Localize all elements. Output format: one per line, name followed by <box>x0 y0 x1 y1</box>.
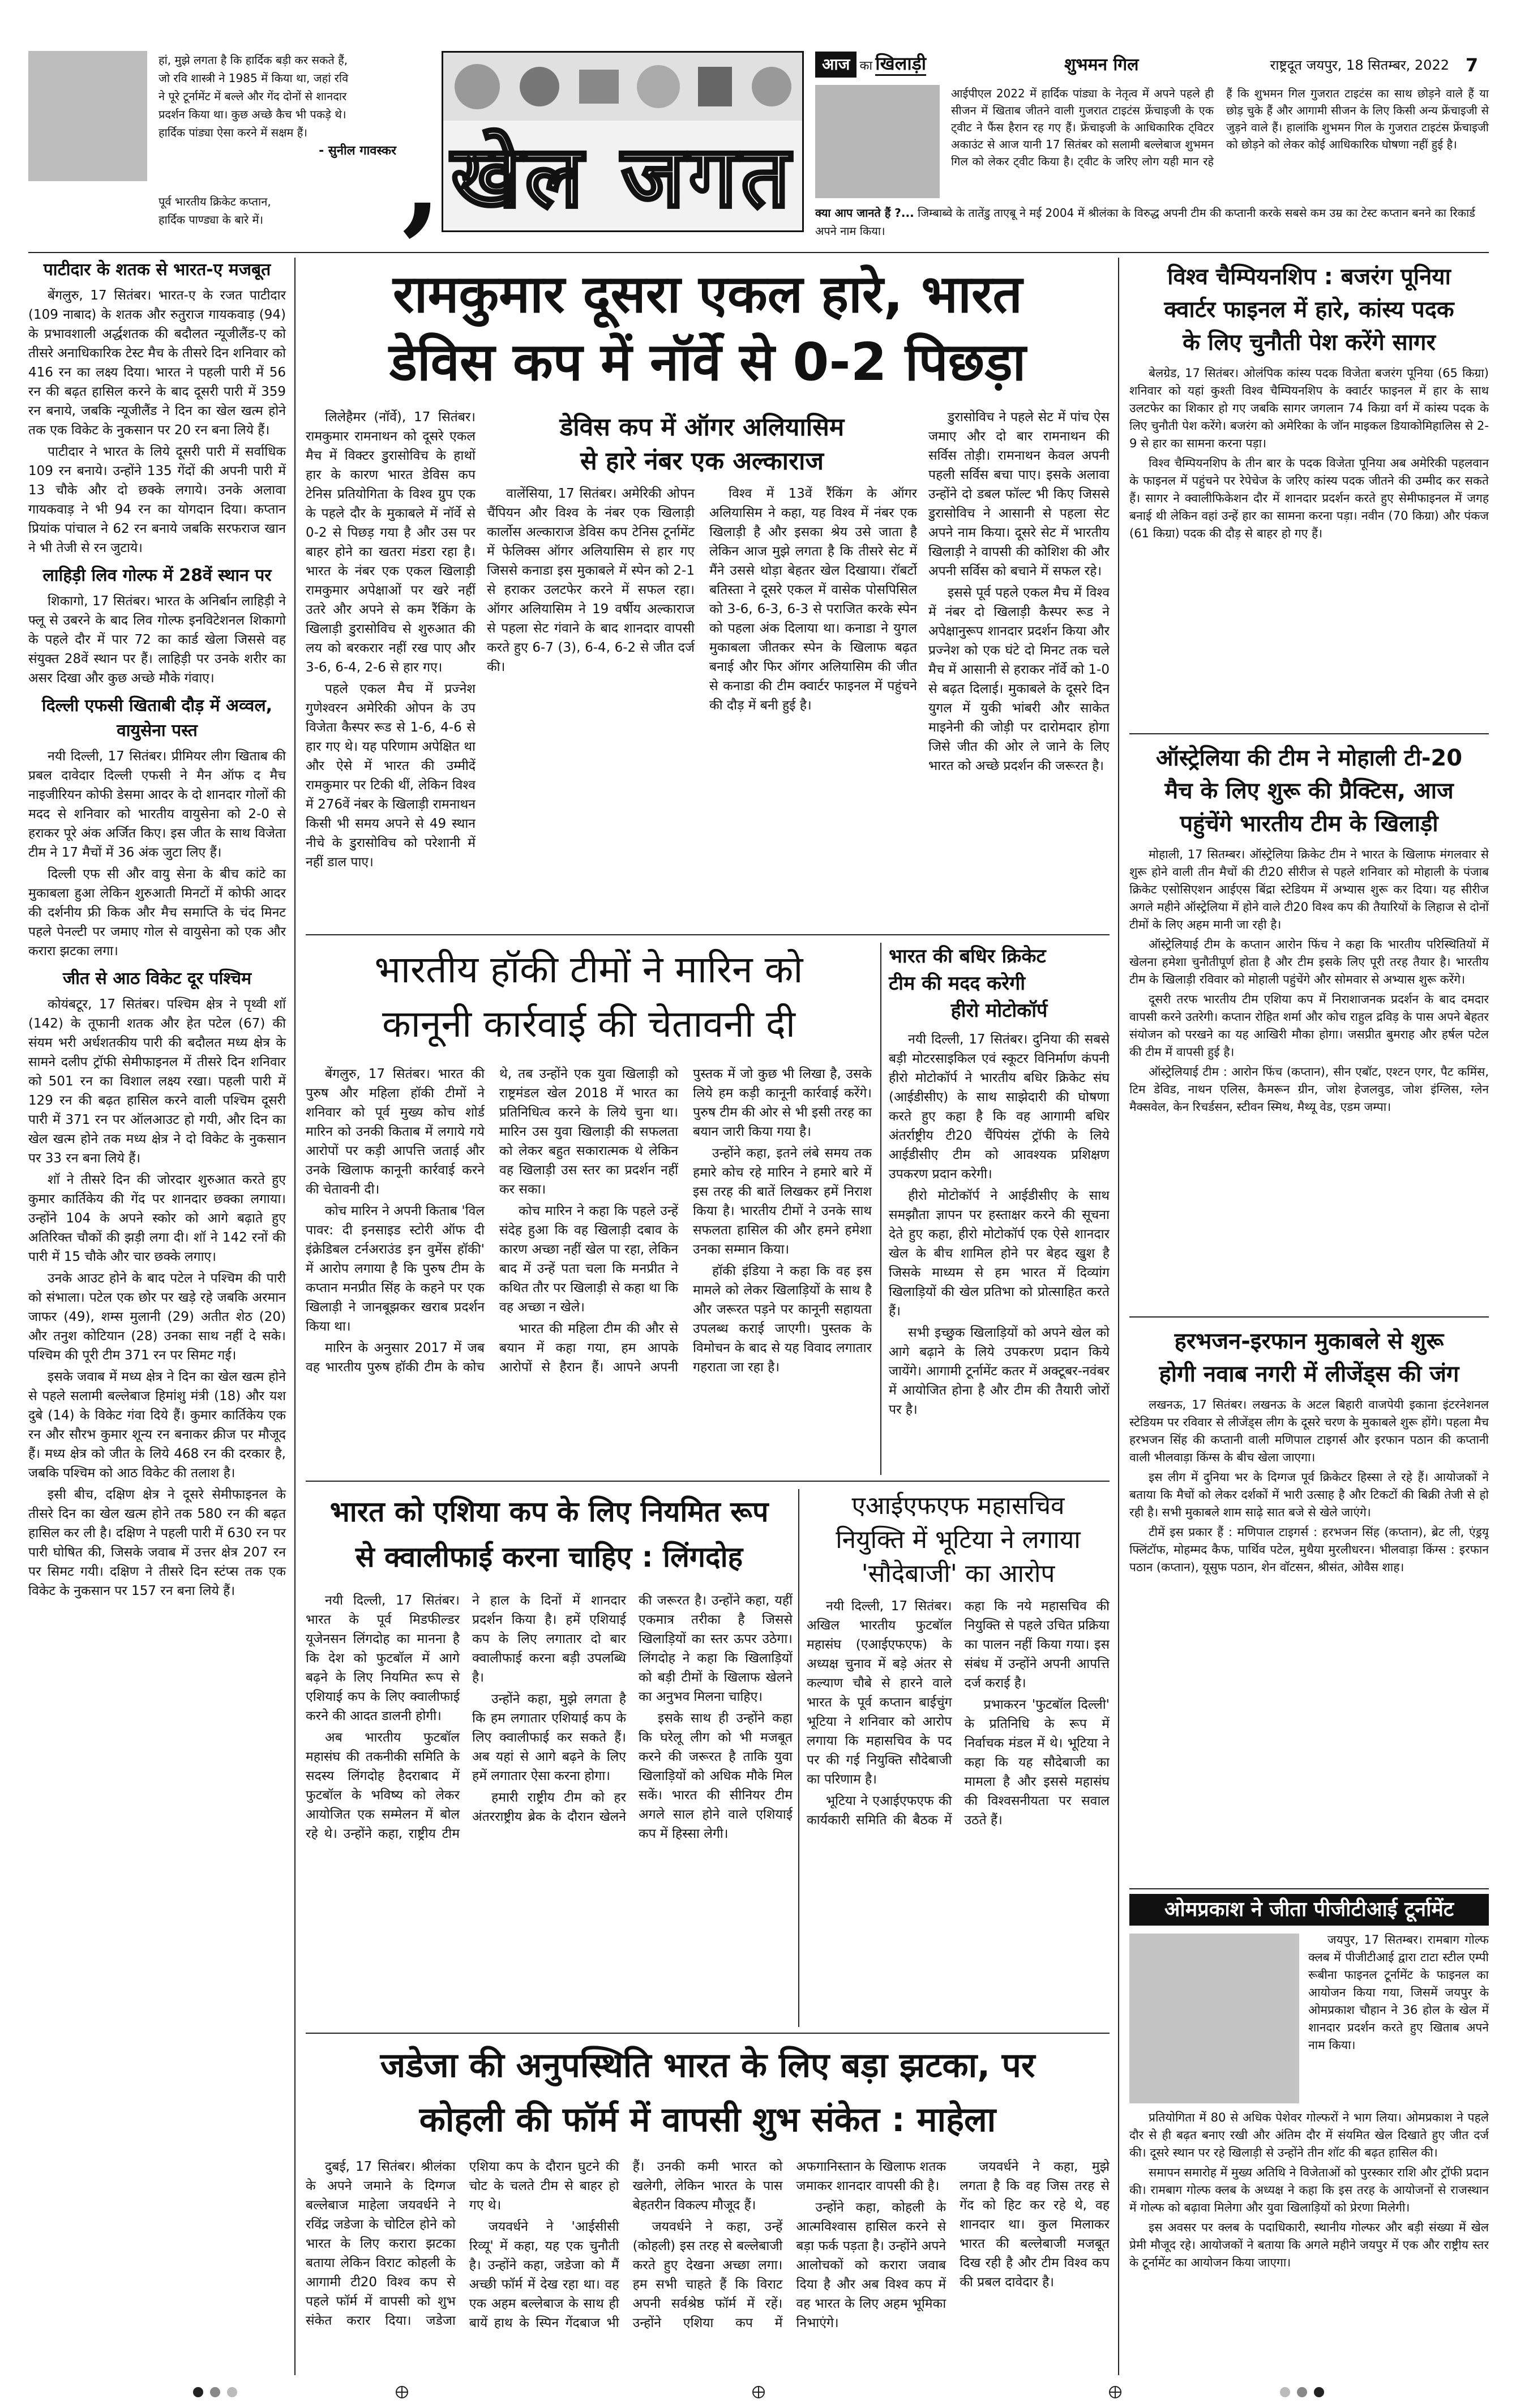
legends-headline-line: हरभजन-इरफान मुकाबले से शुरू <box>1174 1328 1444 1354</box>
paragraph: डुरासोविच ने पहले सेट में पांच ऐस जमाए और दो बार रामनाथन की सर्विस तोड़ी। रामनाथन केवल अपनी पहली सर्विस बचा पाए। इसके अलावा उन्होंने दो डबल फॉल्ट भी किए जिससे डुरासोविच ने आसानी से पहला सेट अपने नाम किया। दूसरे सेट में भारतीय खिलाड़ी ने वापसी की कोशिश की और अपनी सर्विस को बचाने में सफल रहे। <box>928 410 1110 579</box>
quote-line: प्रदर्शन किया था। कुछ अच्छे कैच भी पकड़े थे। <box>159 108 346 121</box>
mid-rule <box>306 1481 1110 1482</box>
paragraph: बेलग्रेड, 17 सितंबर। ओलंपिक कांस्य पदक विजेता बजरंग पूनिया (65 किग्रा) शनिवार को यहां कुश्ती विश्व चैम्पियनशिप के क्वार्टर फाइनल में हार के साथ उलटफेर का शिकार हो गए जबकि सागर जगलान 74 किग्रा वर्ग में कांस्य पदक के लिए चुनौती पेश करेंगे। बजरंग को अमेरिका के जॉन माइकल डियाकोमिहालिस से 2-9 से हार का सामना करना पड़ा। <box>1129 366 1489 450</box>
right-rule-3 <box>1129 1888 1489 1889</box>
hero-headline-line: टीम की मदद करेगी <box>889 972 1026 995</box>
paragraph: नयी दिल्ली, 17 सितंबर। अखिल भारतीय फुटबॉल महासंघ (एआईएफएफ) के अध्यक्ष चुनाव में बड़े अंतर से कल्याण चौबे से हारने वाले भारत के पूर्व कप्तान बाईचुंग भूटिया ने शनिवार को आरोप लगाया कि महासचिव के पद पर की गई नियुक्ति सौदेबाजी का परिणाम है। <box>807 1599 952 1787</box>
paragraph: उनके आउट होने के बाद पटेल ने पश्चिम की पारी को संभाला। पटेल एक छोर पर खड़े रहे जबकि अरमान जाफर (49), शम्स मुलानी (29) अतीत शेठ (20) और तनुश कोटियान (28) उनका साथ नहीं दे सके। पश्चिम की पूरी टीम 371 रन पर सिमट गई। <box>28 1271 286 1363</box>
paragraph: अब भारतीय फुटबॉल महासंघ की तकनीकी समिति के सदस्य लिंगदोह हैदराबाद में फुटबॉल के भविष्य को लेकर आयोजित एक सम्मेलन में बोल रहे थे। उन्होंने कहा, राष्ट्रीय टीम ने हाल के दिनों में शानदार प्रदर्शन किया है। हमें एशियाई कप के लिए लगातार दो बार क्वालीफाई करना बड़ी उपलब्धि है। <box>306 1593 626 1841</box>
paragraph: उन्होंने कहा, इतने लंबे समय तक हमारे कोच रहे मारिन ने हमारे बारे में इस तरह की बातें लिखकर हमें निराश किया है। भारतीय टीमों ने उनके साथ सफलता हासिल की और हमने हमेशा उनका सम्मान किया। <box>693 1146 872 1257</box>
right-rule-1 <box>1129 733 1489 734</box>
s3-body <box>28 747 286 961</box>
legends-body <box>1129 1396 1489 1866</box>
paragraph: इस अवसर पर क्लब के पदाधिकारी, स्थानीय गोल्फर और बड़ी संख्या में खेल प्रेमी मौजूद रहे। आयोजकों ने बताया कि अगले महीने जयपुर में एक और राष्ट्रीय स्तर के टूर्नामेंट का आयोजन किया जाएगा। <box>1129 2221 1489 2269</box>
hero-headline-line: हीरो मोटोकॉर्प <box>950 999 1048 1022</box>
masthead-rule <box>28 252 1489 253</box>
right-col-rule <box>1118 258 1119 2375</box>
quote-line: ने पूरे टूर्नामेंट में बल्ले और गेंद दोनों से शानदार <box>159 89 347 103</box>
lower-rule <box>306 2033 1110 2034</box>
s3-title: दिल्ली एफसी खिताबी दौड़ में अव्वल, वायुसेना पस्त <box>41 696 273 741</box>
sports-icons <box>443 53 802 121</box>
alcaraz-body <box>487 484 917 914</box>
quote-caption-line: पूर्व भारतीय क्रिकेट कप्तान, <box>159 195 271 208</box>
khiladi-label: खिलाड़ी <box>875 53 926 76</box>
paragraph: कोच मारिन ने कहा कि पहले उन्हें संदेह हुआ कि वह खिलाड़ी दबाव के कारण अच्छा नहीं खेल पा रहा, लेकिन बाद में उन्हें पता चला कि मनप्रीत ने कथित तौर पर खिलाड़ी से कहा था कि वह अच्छा न खेले। <box>499 1204 678 1315</box>
jadeja-headline-line: जडेजा की अनुपस्थिति भारत के लिए बड़ा झटका, पर <box>380 2046 1035 2085</box>
jadeja-headline-line: कोहली की फॉर्म में वापसी शुभ संकेत : माहेला <box>419 2100 996 2140</box>
paragraph: दूसरी तरफ भारतीय टीम एशिया कप में निराशाजनक प्रदर्शन के बाद दमदार वापसी करने उतरेगी। कप्तान रोहित शर्मा और कोच राहुल द्रविड़ के पास अपने बेहतर संयोजन को परखने का यह आखिरी मौका होगा। जसप्रीत बुमराह और हर्षल पटेल की टीम में वापसी हुई है। <box>1129 993 1489 1059</box>
paragraph: बेंगलुरु, 17 सितंबर। भारत-ए के रजत पाटीदार (109 नाबाद) के शतक और रुतुराज गायकवाड़ (94) के प्रभावशाली अर्द्धशतक की बदौलत न्यूजीलैंड-ए को तीसरे अनाधिकारिक टेस्ट मैच के तीसरे दिन शनिवार को 416 रन का लक्ष्य दिया। भारत ने पहली पारी में 56 रन की बढ़त हासिल करने के बाद दूसरी पारी में 359 रन बनाये, जबकि न्यूजीलैंड ने दिन का खेल खत्म होने तक एक विकेट के नुकसान पर 20 रन बना लिये हैं। <box>28 288 286 438</box>
aus-headline-line: ऑस्ट्रेलिया की टीम ने मोहाली टी-20 <box>1155 745 1463 771</box>
player-text: आईपीएल 2022 में हार्दिक पांड्या के नेतृत्व में अपने पहले ही सीजन में खिताब जीतने वाली गुजरात टाइटंस फ्रेंचाइजी के एक ट्वीट ने फैंस हैरान रह गए हैं। फ्रेंचाइजी के आधिकारिक ट्विटर अकाउंट से आज यानी 17 सितंबर को सलामी बल्लेबाज शुभमन गिल को लेकर ट्वीट किया है। ट्वीट के जरिए लोग यही मान रहे हैं कि शुभमन गिल गुजरात टाइटंस का साथ छोड़ने वाले हैं या छोड़ चुके हैं और आगामी सीजन के लिए किसी अन्य फ्रेंचाइजी से जुड़ने वाले हैं। हालांकि शुभमन गिल के गुजरात टाइटंस फ्रेंचाइजी को छोड़ने को लेकर कोई आधिकारिक घोषणा नहीं हुई है। <box>951 87 1489 168</box>
masthead <box>28 45 1489 249</box>
left-column <box>28 258 286 2381</box>
paragraph: विश्व में 13वें रैंकिंग के ऑगर अलियासिम ने कहा, यह विश्व में नंबर एक खिलाड़ी है और इसका श्रेय उसे जाता है लेकिन आज मुझे लगता है कि तीसरे सेट में मैंने उससे थोड़ा बेहतर खेल दिखाया। रॉबर्टो बतिस्ता ने दूसरे एकल में वासेक पोसपिसिल को 3-6, 6-3, 6-3 से पराजित करके स्पेन को पहला अंक दिलाया था। कनाडा ने युगल मुकाबला जीतकर स्पेन के खिलाफ बढ़त बनाई और फिर ऑगर अलियासिम की जीत से कनाडा की टीम क्वार्टर फाइनल में पहुंचने की दौड़ में बनी हुई है। <box>709 486 917 713</box>
paragraph: लिलेहैमर (नॉर्वे), 17 सितंबर। रामकुमार रामनाथन को दूसरे एकल मैच में विक्टर डुरासोविच के हाथों हार के कारण भारत डेविस कप टेनिस प्रतियोगिता के विश्व ग्रुप एक के पहले दौर के मुकाबले में नॉर्वे से 0-2 से पिछड़ गया है और उस पर बाहर होने का खतरा मंडरा रहा है। भारत के नंबर एक एकल खिलाड़ी रामकुमार अपेक्षाओं पर खरे नहीं उतरे और अपने से कम रैंकिंग के खिलाड़ी डुरासोविच से शुरुआत की लय को बरकरार नहीं रख पाए और 3-6, 6-4, 2-6 से हार गए। <box>306 410 476 675</box>
omprakash-body <box>1308 1931 1489 2101</box>
paragraph: इससे पूर्व पहले एकल मैच में विश्व में नंबर दो खिलाड़ी कैस्पर रूड ने अपेक्षानुरूप शानदार प्रदर्शन किया और प्रज्नेश को एक घंटे दो मिनट तक चले मैच में आसानी से हराकर नॉर्वे को 1-0 से बढ़त दिलाई। मुकाबले के दूसरे दिन युगल में युकी भांबरी और साकेत माइनेनी की जोड़ी पर दारोमदार होगा जिसे जीत की ओर ले जाने के लिए भारत को अच्छे प्रदर्शन की जरूरत है। <box>928 585 1110 773</box>
did-you-know <box>815 204 1489 243</box>
paragraph: इसी बीच, दक्षिण क्षेत्र ने दूसरे सेमीफाइनल के तीसरे दिन का खेल खत्म होने तक 580 रन की बढ़त हासिल कर ली है। दक्षिण ने पहली पारी में 630 रन पर पारी घोषित की, जिसके जवाब में उत्तर क्षेत्र 207 रन पर सिमट गयी। दक्षिण ने तीसरे दिन स्टंप्स तक एक विकेट के नुकसान पर 157 रन बना लिये हैं। <box>28 1487 286 1598</box>
right-rule-2 <box>1129 1316 1489 1318</box>
alcaraz-headline-line: डेविस कप में ऑगर अलियासिम <box>559 413 845 442</box>
aiff-headline-line: एआईएफएफ महासचिव <box>851 1491 1065 1520</box>
quote-caption-line: हार्दिक पाण्ड्या के बारे में। <box>159 213 264 226</box>
paragraph: प्रतियोगिता में 80 से अधिक पेशेवर गोल्फरों ने भाग लिया। ओमप्रकाश ने पहले दौर से ही बढ़त बनाए रखी और अंतिम दौर में संयमित खेल दिखाते हुए जीत दर्ज की। दूसरे स्थान पर रहे खिलाड़ी से उन्होंने तीन शॉट की बढ़त हासिल की। <box>1129 2111 1489 2159</box>
quote-line: जो रवि शास्त्री ने 1985 में किया था, जहां रवि <box>159 71 349 85</box>
hockey-headline-line: भारतीय हॉकी टीमों ने मारिन को <box>374 948 803 991</box>
aus-headline-line: पहुंचेंगे भारतीय टीम के खिलाड़ी <box>1180 811 1438 837</box>
bajrang-headline-line: के लिए चुनौती पेश करेंगे सागर <box>1183 330 1436 356</box>
paragraph: विश्व चैम्पियनशिप के तीन बार के पदक विजेता पूनिया अब अमेरिकी पहलवान के फाइनल में पहुंचने पर रेपेचेज के जरिए कांस्य पदक जीतने की उम्मीद कर सकते हैं। सागर ने क्वालीफिकेशन दौर में शानदार प्रदर्शन करते हुए सेमीफाइनल में जगह बनाई थी लेकिन वहां उन्हें हार का सामना करना पड़ा। नवीन (70 किग्रा) और पंकज (61 किग्रा) पदक की दौड़ से बाहर हो गए हैं। <box>1129 456 1489 540</box>
paragraph: जयवर्धने ने 'आईसीसी रिव्यू' में कहा, यह एक चुनौती है। उन्होंने कहा, जडेजा को मैं अच्छी फॉर्म में देख रहा था। वह एक अहम बल्लेबाज के साथ ही बायें हाथ के स्पिन गेंदबाज भी हैं। उनकी कमी भारत को खलेगी, लेकिन भारत के पास बेहतरीन विकल्प मौजूद हैं। <box>469 2159 783 2330</box>
paragraph: हीरो मोटोकॉर्प ने आईडीसीए के साथ समझौता ज्ञापन पर हस्ताक्षर करने की सूचना देते हुए कहा, हीरो मोटोकॉर्प एक ऐसे शानदार खेल के बीच शामिल होने पर बेहद खुश है जिसके माध्यम से हम भारत में दिव्यांग खिलाड़ियों की खेल प्रतिभा को प्रोत्साहित करते हैं। <box>889 1188 1110 1319</box>
aus-headline-line: मैच के लिए शुरू की प्रैक्टिस, आज <box>1164 778 1454 804</box>
paragraph: जयवर्धने ने कहा, उन्हें (कोहली) इस तरह से बल्लेबाजी करते हुए देखना अच्छा लगा। हम सभी चाहते हैं कि विराट अपनी सर्वश्रेष्ठ फॉर्म में रहें। उन्होंने एशिया कप में अफगानिस्तान के खिलाफ शतक जमाकर शानदार वापसी की है। <box>632 2159 947 2330</box>
paragraph: शिकागो, 17 सितंबर। भारत के अनिर्बान लाहिड़ी ने फ्लू से उबरने के बाद लिव गोल्फ इनविटेशनल शिकागो के पहले दौर में पार 72 का कार्ड खेला जिससे वह संयुक्त 28वें स्थान पर हैं। लाहिड़ी पर उनके शरीर का असर दिखा और कुछ अच्छे मौके गंवाए। <box>28 594 286 686</box>
paragraph: इस लीग में दुनिया भर के दिग्गज पूर्व क्रिकेटर हिस्सा ले रहे हैं। आयोजकों ने बताया कि मैचों को लेकर दर्शकों में भारी उत्साह है और टिकटों की बिक्री तेजी से हो रही है। सभी मुकाबले शाम साढ़े सात बजे से खेले जाएंगे। <box>1129 1470 1489 1519</box>
lead-headline-line: रामकुमार दूसरा एकल हारे, भारत <box>393 264 1022 324</box>
paragraph: लखनऊ, 17 सितंबर। लखनऊ के अटल बिहारी वाजपेयी इकाना इंटरनेशनल स्टेडियम पर रविवार से लीजेंड्स लीग के दूसरे चरण के मुकाबले शुरू होंगे। पहला मैच हरभजन सिंह की कप्तानी वाली मणिपाल टाइगर्स और इरफान पठान की कप्तानी वाली भीलवाड़ा किंग्स के बीच खेला जाएगा। <box>1129 1398 1489 1464</box>
asia-body <box>306 1591 793 2027</box>
s2-title: लाहिड़ी लिव गोल्फ में 28वें स्थान पर <box>42 566 272 585</box>
s1-body <box>28 286 286 558</box>
lead-rule <box>306 934 1110 935</box>
paragraph: नयी दिल्ली, 17 सितंबर। प्रीमियर लीग खिताब की प्रबल दावेदार दिल्ली एफसी ने मैन ऑफ द मैच नाइजीरियन कोफी डेसमा आदर के दो शानदार गोलों की मदद से शनिवार को भारतीय वायुसेना को 2-0 से हराकर पूरे अंक अर्जित किए। इस जीत के साथ विजेता टीम ने 17 मैचों में 36 अंक जुटा लिए हैं। <box>28 749 286 860</box>
legends-headline-line: होगी नवाब नगरी में लीजेंड्स की जंग <box>1159 1361 1459 1387</box>
paragraph: उन्होंने कहा, कोहली के आत्मविश्वास हासिल करने से बड़ा फर्क पड़ता है। उन्होंने अपने आलोचकों को करारा जवाब दिया है और अब विश्व कप में वह भारत के लिए अहम भूमिका निभाएंगे। <box>796 2200 947 2330</box>
player-name: शुभमन गिल <box>1064 55 1139 75</box>
paragraph: उन्होंने कहा, मुझे लगता है कि हम लगातार एशियाई कप के लिए क्वालीफाई कर सकते हैं। अब यहां से आगे बढ़ने के लिए हमें लगातार ऐसा करना होगा। <box>472 1692 626 1783</box>
hockey-headline-line: कानूनी कार्रवाई की चेतावनी दी <box>382 1002 795 1046</box>
hero-headline-line: भारत की बधिर क्रिकेट <box>889 945 1046 968</box>
jadeja-headline <box>306 2038 1110 2152</box>
lead-headline <box>306 260 1110 402</box>
aaj-label: आज <box>815 52 857 78</box>
omprakash-body-more <box>1129 2109 1489 2369</box>
alcaraz-headline-line: से हारे नंबर एक अल्काराज <box>580 447 824 476</box>
paragraph: मारिन के अनुसार 2017 में जब वह भारतीय पुरुष हॉकी टीम के कोच थे, तब उन्होंने एक युवा खिलाड़ी को राष्ट्रमंडल खेल 2018 में भारत का प्रतिनिधित्व करने के लिये चुना था। मारिन उस युवा खिलाड़ी की सफलता को लेकर बहुत सकारात्मक थे लेकिन वह खिलाड़ी उस स्तर का प्रदर्शन नहीं कर सका। <box>306 1067 678 1375</box>
aus-body <box>1129 846 1489 1299</box>
quote-author: - सुनील गावस्कर <box>319 144 396 158</box>
hero-story <box>889 943 1110 1475</box>
paragraph: वालेंसिया, 17 सितंबर। अमेरिकी ओपन चैंपियन और विश्व के नंबर एक खिलाड़ी कार्लोस अल्काराज डेविस कप टेनिस टूर्नामेंट में फेलिक्स ऑगर अलियासिम से हार गए जिससे कनाडा इस मुकाबले में स्पेन को 2-1 से हराकर उलटफेर करने में सफल रहा। ऑगर अलियासिम ने 19 वर्षीय अल्काराज से पहला सेट गंवाने के बाद शानदार वापसी करते हुए 6-7 (3), 6-4, 6-2 से जीत दर्ज की। <box>487 486 695 674</box>
asia-headline-line: भारत को एशिया कप के लिए नियमित रूप <box>329 1495 769 1528</box>
golf-award-photo <box>1129 1934 1299 2103</box>
paragraph: इसके साथ ही उन्होंने कहा कि घरेलू लीग को भी मजबूत करने की जरूरत है ताकि युवा खिलाड़ियों को अधिक मौके मिल सकें। भारत की सीनियर टीम अगले साल होने वाले एशियाई कप में हिस्सा लेगी। <box>639 1711 793 1841</box>
aiff-story <box>807 1489 1110 2027</box>
did-you-know-text: जिम्बाब्वे के तातेंडु ताएबू ने मई 2004 में श्रीलंका के विरुद्ध अपनी टीम की कप्तानी करके सबसे कम उम्र का टेस्ट कप्तान बनने का रिकार्ड अपने नाम किया। <box>815 206 1475 238</box>
aiff-headline-line: 'सौदेबाजी' का आरोप <box>861 1559 1055 1588</box>
paragraph: दिल्ली एफ सी और वायु सेना के बीच कांटे का मुकाबला हुआ लेकिन शुरुआती मिनटों में कोफी आदर की दर्शनीय फ्री किक और मैच समाप्ति के चंद मिनट पहले पेनल्टी पर जमाए गोल से वायुसेना को एक और करारा झटका लगा। <box>28 867 286 959</box>
registration-marks <box>28 2381 1489 2403</box>
sports-icons-strip <box>443 53 802 121</box>
logo-box <box>442 51 804 232</box>
gavaskar-photo <box>28 51 147 181</box>
paragraph: ऑस्ट्रेलियाई टीम के कप्तान आरोन फिंच ने कहा कि भारतीय परिस्थितियों में खेलना हमेशा चुनौतीपूर्ण होता है और टीम इसके लिए पूरी तरह तैयार है। भारतीय टीम के खिलाड़ी रविवार को मोहाली पहुंचेंगे और सोमवार से अभ्यास शुरू करेंगे। <box>1129 938 1489 986</box>
aiff-headline-line: नियुक्ति में भूटिया ने लगाया <box>836 1525 1081 1554</box>
paragraph: हॉकी इंडिया ने कहा कि वह इस मामले को लेकर खिलाड़ियों के साथ है और जरूरत पड़ने पर कानूनी सहायता उपलब्ध कराई जाएगी। पुस्तक के विमोचन के बाद से यह विवाद लगातार गहराता जा रहा है। <box>693 1264 872 1375</box>
s4-body <box>28 995 286 1601</box>
paragraph: पाटीदार ने भारत के लिये दूसरी पारी में सर्वाधिक 109 रन बनाये। उन्होंने 135 गेंदों की अपनी पारी में 13 चौके और दो छक्के लगाये। उनके अलावा गायकवाड़ ने भी 94 रन का योगदान दिया। कप्तान प्रियांक पांचाल ने 62 रन बनाये जबकि सरफराज खान ने भी तेजी से रन जुटाये। <box>28 444 286 555</box>
bajrang-body <box>1129 365 1489 716</box>
paragraph: नयी दिल्ली, 17 सितंबर। भारत के पूर्व मिडफील्डर यूजेनसन लिंगदोह का मानना है कि देश को फुटबॉल में आगे बढ़ने के लिए नियमित रूप से एशियाई कप के लिए क्वालीफाई करने की आदत डालनी होगी। <box>306 1593 460 1723</box>
dateline: राष्ट्रदूत जयपुर, 18 सितम्बर, 2022 <box>1270 57 1449 73</box>
s1-title: पाटीदार के शतक से भारत-ए मजबूत <box>43 260 271 280</box>
hockey-rule <box>880 943 881 1475</box>
aaj-ka-khiladi-label <box>815 51 1030 79</box>
bajrang-headline-line: विश्व चैम्पियनशिप : बजरंग पूनिया <box>1167 264 1451 290</box>
asia-headline <box>306 1489 793 1585</box>
legends-story <box>1129 1325 1489 1880</box>
footer-marks <box>28 2381 1489 2403</box>
paragraph: प्रभाकरन 'फुटबॉल दिल्ली' के प्रतिनिधि के रूप में निर्वाचक मंडल में थे। भूटिया ने कहा कि यह सौदेबाजी का मामला है और इससे महासंघ की विश्वसनीयता पर सवाल उठते हैं। <box>964 1697 1110 1828</box>
paragraph: शॉ ने तीसरे दिन की जोरदार शुरुआत करते हुए कुमार कार्तिकेय की गेंद पर शानदार छक्का लगाया। उन्होंने 104 के अपने स्कोर को आगे बढ़ाते हुए अतिरिक्त चौकों की झड़ी लगा दी। शॉ ने 142 रनों की पारी में 15 चौके और चार छक्के लगाए। <box>28 1173 286 1264</box>
lead-body-col3 <box>928 408 1110 929</box>
paragraph: सभी इच्छुक खिलाड़ियों को अपने खेल को आगे बढ़ाने के लिये उपकरण प्रदान किये जायेंगे। आगामी टूर्नामेंट कतर में अक्टूबर-नवंबर में आयोजित होना है और टीम की तैयारी जोरों पर है। <box>889 1325 1110 1417</box>
paragraph: दुबई, 17 सितंबर। श्रीलंका के अपने जमाने के दिग्गज बल्लेबाज माहेला जयवर्धने ने रविंद्र जडेजा के चोटिल होने को भारत के लिए करारा झटका बताया लेकिन विराट कोहली के आगामी टी20 विश्व कप से पहले फॉर्म में वापसी को शुभ संकेत करार दिया। जडेजा एशिया कप के दौरान घुटने की चोट के चलते टीम से बाहर हो गए थे। <box>306 2159 619 2328</box>
paragraph: भूटिया ने एआईएफएफ की कार्यकारी समिति की बैठक में कहा कि नये महासचिव की नियुक्ति से पहले उचित प्रक्रिया का पालन नहीं किया गया। इस संबंध में उन्होंने अपनी आपत्ति दर्ज कराई है। <box>807 1599 1110 1828</box>
page-number: 7 <box>1465 54 1479 76</box>
omprakash-story <box>1129 1894 1489 2375</box>
jadeja-body <box>306 2157 1110 2372</box>
omprakash-headline: ओमप्रकाश ने जीता पीजीटीआई टूर्नामेंट <box>1129 1894 1489 1926</box>
did-you-know-label: क्या आप जानते हैं ?... <box>815 206 914 220</box>
paragraph: ऑस्ट्रेलियाई टीम : आरोन फिंच (कप्तान), सीन एबॉट, एश्टन एगर, पैट कमिंस, टिम डेविड, नाथन एलिस, कैमरून ग्रीन, जोश हेजलवुड, जोश इंग्लिस, ग्लेन मैक्सवेल, केन रिचर्डसन, स्टीवन स्मिथ, मैथ्यू वेड, एडम जम्पा। <box>1129 1065 1489 1114</box>
quote-caption <box>159 193 396 238</box>
paragraph: जयवर्धने ने कहा, मुझे लगता है कि वह जिस तरह से गेंद को हिट कर रहे थे, वह शानदार था। कुल मिलाकर भारत की बल्लेबाजी मजबूत दिख रही है और टीम विश्व कप की प्रबल दावेदार है। <box>960 2159 1110 2290</box>
asia-rule <box>798 1489 799 2027</box>
quote-block <box>159 51 396 187</box>
paragraph: भारत की महिला टीम की और से बयान में कहा गया, हम आपके आरोपों से हैरान हैं। आपने अपनी पुस्तक में जो कुछ भी लिखा है, उसके लिये हम कड़ी कानूनी कार्रवाई करेंगे। पुरुष टीम की ओर से भी इसी तरह का बयान जारी किया गया है। <box>499 1067 872 1375</box>
paragraph: हमारी राष्ट्रीय टीम को हर अंतरराष्ट्रीय ब्रेक के दौरान खेलने की जरूरत है। उन्होंने कहा, यहीं एकमात्र तरीका है जिससे खिलाड़ियों का स्तर ऊपर उठेगा। लिंगदोह ने कहा कि खिलाड़ियों को बड़ी टीमों के खिलाफ खेलने का अनुभव मिलना चाहिए। <box>472 1593 793 1824</box>
paragraph: इसके जवाब में मध्य क्षेत्र ने दिन का खेल खत्म होने से पहले सलामी बल्लेबाज हिमांशु मंत्री (18) और यश दुबे (14) के विकेट गंवा दिये हैं। कुमार कार्तिकेय एक रन और सौरभ कुमार शून्य रन बनाकर क्रीज पर मौजूद हैं। मध्य क्षेत्र को जीत के लिये 468 रन की दरकार है, जबकि पश्चिम को आठ विकेट की तलाश है। <box>28 1370 286 1481</box>
bajrang-story <box>1129 260 1489 725</box>
paragraph: कोयंबटूर, 17 सितंबर। पश्चिम क्षेत्र ने पृथ्वी शॉ (142) के तूफानी शतक और हेत पटेल (67) की संयम भरी अर्धशतकीय पारी की बदौलत मध्य क्षेत्र के सामने दलीप ट्रॉफी सेमीफाइनल में तीसरे दिन शनिवार को 501 रन का विशाल लक्ष्य रखा। पहली पारी में 129 रन की बढ़त हासिल करने वाली पश्चिम दूसरी पारी में 371 रन पर ऑलआउट हो गयी, और दिन का खेल खत्म होने तक मध्य क्षेत्र ने दो विकेट के नुकसान पर 33 रन बना लिये हैं। <box>28 997 286 1166</box>
aiff-body <box>807 1597 1110 2016</box>
s4-title: जीत से आठ विकेट दूर पश्चिम <box>62 969 252 989</box>
paragraph: नयी दिल्ली, 17 सितंबर। दुनिया की सबसे बड़ी मोटरसाइकिल एवं स्कूटर विनिर्माण कंपनी हीरो मोटोकॉर्प ने भारतीय बधिर क्रिकेट संघ (आईडीसीए) के साथ साझेदारी की घोषणा करते हुए कहा है कि वह आगामी बधिर अंतर्राष्ट्रीय टी20 चैंपियंस ट्रॉफी के लिये आईडीसीए टीम को आवश्यक प्रशिक्षण उपकरण प्रदान करेगी। <box>889 1032 1110 1182</box>
quote-line: हां, मुझे लगता है कि हार्दिक बड़ी कर सकते हैं, <box>159 53 348 67</box>
paragraph: पहले एकल मैच में प्रज्नेश गुणेश्वरन अमेरिकी ओपन के उप विजेता कैस्पर रूड से 1-6, 4-6 से हार गए थे। यह परिणाम अपेक्षित था और ऐसे में भारत की उम्मीदें रामकुमार पर टिकी थीं, लेकिन विश्व में 276वें नंबर के खिलाड़ी रामनाथन किसी भी समय अपने से 49 स्थान नीचे के डुरासोविच को परेशानी में नहीं डाल पाए। <box>306 682 476 870</box>
ka-label: का <box>859 59 873 73</box>
aus-story <box>1129 742 1489 1308</box>
hero-body <box>889 1030 1110 1466</box>
left-col-rule <box>294 258 296 2375</box>
paragraph: कोच मारिन ने अपनी किताब 'विल पावर: दी इनसाइड स्टोरी ऑफ दी इंक्रेडिबल टर्नअराउंड इन वुमेंस हॉकी' में आरोप लगाया है कि पुरुष टीम के कप्तान मनप्रीत सिंह के कहने पर एक खिलाड़ी ने जानबूझकर खराब प्रदर्शन किया था। <box>306 1204 485 1334</box>
paragraph: बेंगलुरु, 17 सितंबर। भारत की पुरुष और महिला हॉकी टीमों ने शनिवार को पूर्व मुख्य कोच शोर्ड मारिन को उनकी किताब में लगाये गये आरोपों पर कड़ी आपत्ति जताई और उनके खिलाफ कानूनी कार्रवाई करने की चेतावनी दी। <box>306 1067 485 1197</box>
asia-headline-line: से क्वालीफाई करना चाहिए : लिंगदोह <box>355 1541 743 1573</box>
player-photo <box>815 85 940 198</box>
hockey-headline <box>306 943 872 1056</box>
comma-glyph: , <box>402 114 442 247</box>
hockey-body <box>306 1064 872 1472</box>
paragraph: मोहाली, 17 सितम्बर। ऑस्ट्रेलिया क्रिकेट टीम ने भारत के खिलाफ मंगलवार से शुरू होने वाली तीन मैचों की टी20 सीरीज से पहले शनिवार को मोहाली के पंजाब क्रिकेट एसोसिएशन आईएस बिंद्रा स्टेडियम में अभ्यास शुरू कर दिया। यह सीरीज अगले महीने ऑस्ट्रेलिया में होने वाले टी20 विश्व कप की तैयारियों के लिहाज से दोनों टीमों के लिए अहम मानी जा रही है। <box>1129 848 1489 931</box>
quote-line: हार्दिक पांड्या ऐसा करने में सक्षम हैं। <box>159 126 307 139</box>
paragraph: जयपुर, 17 सितम्बर। रामबाग गोल्फ क्लब में पीजीटीआई द्वारा टाटा स्टील एम्पी रूबीना फाइनल टूर्नामेंट के फाइनल का आयोजन किया गया, जिसमें जयपुर के ओमप्रकाश चौहान ने 36 होल के खेल में शानदार प्रदर्शन करते हुए खिताब अपने नाम किया। <box>1308 1933 1489 2052</box>
paragraph: समापन समारोह में मुख्य अतिथि ने विजेताओं को पुरस्कार राशि और ट्रॉफी प्रदान की। रामबाग गोल्फ क्लब के अध्यक्ष ने कहा कि इस तरह के आयोजनों से राजस्थान में गोल्फ को बढ़ावा मिलेगा और युवा खिलाड़ियों को प्रेरणा मिलेगी। <box>1129 2166 1489 2214</box>
s2-body <box>28 592 286 688</box>
alcaraz-story <box>487 410 917 920</box>
paragraph: टीमें इस प्रकार हैं : मणिपाल टाइगर्स : हरभजन सिंह (कप्तान), ब्रेट ली, एंड्रयू फ्लिंटॉफ, मोहम्मद कैफ, पार्थिव पटेल, मुथैया मुरलीधरन। भीलवाड़ा किंग्स : इरफान पठान (कप्तान), यूसुफ पठान, शेन वॉटसन, श्रीसंत, ओवैस शाह। <box>1129 1525 1489 1574</box>
lead-headline-line: डेविस कप में नॉर्वे से 0-2 पिछड़ा <box>389 332 1026 392</box>
bajrang-headline-line: क्वार्टर फाइनल में हारे, कांस्य पदक <box>1164 297 1454 323</box>
logo-text: खेल जगत <box>451 128 794 226</box>
lead-body-col1 <box>306 408 476 929</box>
